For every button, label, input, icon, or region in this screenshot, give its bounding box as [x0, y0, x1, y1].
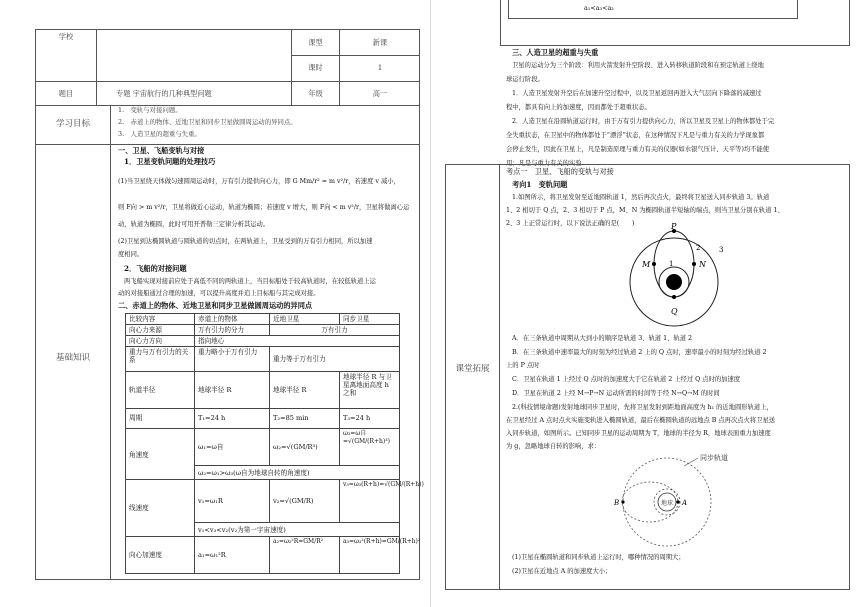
- q1b: 1、2 相切于 Q 点，2、3 相切于 P 点，M、N 为椭圆轨道半短轴的端点，则当卫星分别在轨道 1、: [506, 207, 784, 214]
- goals-label: 学习目标: [55, 119, 90, 129]
- cell-v-note: v₁<v₃<v₂(v₂为第一宇宙速度): [194, 522, 400, 537]
- sec2-title: 二、赤道上的物体、近地卫星和同步卫星做圆周运动的异同点: [118, 301, 313, 310]
- cell-period-eq: T₁=24 h: [194, 408, 270, 429]
- cell-a-sync: a₃=ω₃²(R+h)=GM/(R+h)²: [339, 536, 400, 574]
- th-near: 近地卫星: [269, 313, 340, 325]
- q2b: 在卫星经过 A 点时点火实施变轨进入椭圆轨道，最后在椭圆轨道的远地点 B 点再次点火将卫星送: [506, 417, 776, 424]
- cell-radius-label: 轨道半径: [125, 371, 195, 409]
- cell-v-label: 线速度: [125, 479, 195, 537]
- option-b: B．在三条轨道中速率最大的时刻为经过轨道 2 上的 Q 点时，速率最小的时刻为经过轨道 2: [512, 349, 767, 356]
- basics-label: 基础知识: [55, 353, 90, 363]
- type-value: 新课: [372, 38, 388, 47]
- label-earth: 地球: [661, 500, 674, 507]
- cell-v-eq: v₁=ω₁R: [194, 479, 270, 523]
- sec3-title: 三、人造卫星的超重与失重: [512, 48, 599, 57]
- cell-gravity-sat: 重力等于万有引力: [269, 346, 400, 372]
- grade-label: 年级: [308, 89, 323, 98]
- ext-sub: 考向1 变轨问题: [512, 180, 568, 189]
- cell-force-dir: 指向地心: [194, 335, 400, 347]
- cell-period-near: T₂=85 min: [269, 408, 340, 429]
- p2b: 度相同。: [118, 251, 144, 258]
- cell-a-eq: a₁=ω₁²R: [194, 536, 270, 574]
- cell-force-src-label: 向心力来源: [125, 324, 195, 336]
- right-page: [430, 0, 860, 607]
- p3b: 动的对接船通过合理的加速，可以提升高度并追上目标船与其完成对接。: [118, 290, 320, 297]
- p4: 卫星的运动分为三个阶段：利用火箭发射升空阶段、进入转移轨道阶段和在预定轨道上绕地: [512, 62, 764, 69]
- cell-a-near: a₂=ω₂²R=GM/R²: [269, 536, 340, 574]
- p1: (1)当卫星绕天体做匀速圆周运动时，万有引力提供向心力，即 G Mm/r² = m v²/r，若速度 v 减小，: [118, 178, 400, 185]
- period-value: 1: [377, 63, 383, 72]
- label-n: N: [699, 260, 706, 269]
- cell-v-sync: v₃=ω₃(R+h)=√(GM/(R+h)): [339, 479, 400, 523]
- th-compare: 比较内容: [125, 313, 195, 325]
- extension-label: 课堂拓展: [455, 364, 490, 374]
- p6b: 全失重状态，在卫星中的物体都处于“漂浮”状态，在这种情况下凡是与重力有关的力学现象都: [506, 132, 765, 139]
- th-equator: 赤道上的物体: [194, 313, 270, 325]
- cell-period-label: 周期: [125, 408, 195, 429]
- p3: 两飞船实现对接前应处于高低不同的两轨道上，当目标船处于较高轨道时，在较低轨道上运: [124, 278, 376, 285]
- school-label: 学校: [58, 32, 74, 41]
- cell-radius-sync: 地球半径 R 与卫星离地面高度 h 之和: [339, 371, 400, 409]
- cell-gravity-eq: 重力略小于万有引力: [194, 346, 270, 372]
- option-c: C．卫星在轨道 1 上经过 Q 点时的加速度大于它在轨道 2 上经过 Q 点时的加速度: [512, 376, 741, 383]
- q2-part1: (1)卫星在椭圆轨道和同步轨道上运行时，哪种情况的周期大；: [512, 554, 685, 561]
- label-orbit-3: 3: [719, 246, 724, 254]
- cell-radius-eq: 地球半径 R: [194, 371, 270, 409]
- cell-radius-near: 地球半径 R: [269, 371, 340, 409]
- sync-orbit-diagram: [612, 452, 762, 552]
- th-sync: 同步卫星: [339, 313, 400, 325]
- period-label: 课时: [308, 63, 323, 72]
- topic-label: 题目: [58, 89, 74, 98]
- q1: 1.如图所示，将卫星发射至近地圆轨道 1，然后再次点火，最终将卫星送入同步轨道 3。轨道: [512, 194, 770, 201]
- cell-omega-note: ω₂=ω₁>ω₃(ω自为地球自转的角速度): [194, 465, 400, 480]
- option-a: A．在三条轨道中周期从大到小的顺序是轨道 3、轨道 1、轨道 2: [512, 335, 692, 342]
- q2c: 入同步轨道，如图所示。已知同步卫星的运动周期为 T，地球的半径为 R，地球表面重力加速度: [506, 430, 771, 437]
- sub2-title: 2．飞船的对接问题: [124, 264, 187, 273]
- label-a: A: [682, 499, 688, 507]
- label-orbit-2: 2: [696, 244, 701, 252]
- p1b: 则 F向 > m v²/r，卫星将做近心运动，轨道为椭圆；若速度 v 增大，则 F向 < m v²/r，卫星将做离心运: [118, 204, 410, 211]
- p2: (2)卫星到达椭圆轨道与圆轨道的切点时，在两轨道上，卫星受到的万有引力相同，所以加速: [118, 238, 373, 245]
- q2-part2: (2)卫星在近地点 A 的加速度大小；: [512, 568, 612, 575]
- goal-item-2: 2. 赤道上的物体、近地卫星和同步卫星做圆周运动的异同点。: [118, 118, 297, 126]
- label-orbit-1: 1: [669, 260, 674, 268]
- goal-item-3: 3. 人造卫星的超重与失重。: [118, 130, 201, 138]
- p5: 1．人造卫星发射升空后在加速升空过程中，以及卫星返回再进入大气层向下降落的减速过: [512, 90, 762, 97]
- type-label: 课型: [308, 38, 323, 47]
- cell-gravity-label: 重力与万有引力的关系: [125, 346, 195, 372]
- sec1-title: 一、卫星、飞船变轨与对接: [118, 146, 205, 155]
- label-m: M: [642, 260, 651, 269]
- orbit-diagram: [606, 222, 756, 328]
- q2d: 为 g，忽略地球自转的影响，求：: [506, 443, 601, 450]
- p6: 2．人造卫星在沿圆轨道运行时，由于万有引力提供向心力，所以卫星及卫星上的物体都处于完: [512, 118, 775, 125]
- cell-period-sync: T₃=24 h: [339, 408, 400, 429]
- goal-item-1: 1. 变轨与对接问题。: [118, 106, 182, 114]
- grade-value: 高一: [372, 89, 388, 98]
- p6d: 用；凡是与重力有关的实验: [506, 160, 582, 167]
- cell-a-label: 向心加速度: [125, 536, 195, 574]
- cell-v-near: v₂=√(GM/R): [269, 479, 340, 523]
- label-p: P: [671, 222, 677, 231]
- ext-title: 考点一 卫星、飞船的变轨与对接: [506, 167, 614, 176]
- cell-omega-label: 角速度: [125, 428, 195, 480]
- topic-value: 专题 宇宙航行的几种典型问题: [116, 89, 212, 98]
- cell-force-src-sat: 万有引力: [269, 324, 400, 336]
- cell-omega-near: ω₂=√(GM/R³): [269, 428, 340, 466]
- cell-force-src-eq: 万有引力的分力: [194, 324, 270, 336]
- sub1-title: 1．卫星变轨问题的处理技巧: [124, 157, 216, 166]
- p4b: 球运行阶段。: [506, 76, 544, 83]
- label-b: B: [614, 499, 620, 507]
- option-d: D．卫星在轨道 2 上经 M→P→N 运动所需的时间等于经 N→Q→M 的时间: [512, 390, 720, 397]
- q1c: 2、3 上正常运行时，以下说法正确的是( ): [506, 220, 635, 227]
- p5b: 程中，都具有向上的加速度，因而都处于超重状态。: [506, 104, 651, 111]
- q2: 2.(科技情境命题)发射地球同步卫星时，先将卫星发射到距地面高度为 h₁ 的近地圆形轨道上，: [512, 404, 773, 411]
- cell-force-dir-label: 向心力方向: [125, 335, 195, 347]
- earth-icon: [666, 274, 682, 290]
- cell-omega-sync: ω₃=ω自=√(GM/(R+h)³): [339, 428, 400, 466]
- cell-omega-eq: ω₁=ω自: [194, 428, 270, 466]
- option-b-cont: 上的 P 点时: [506, 362, 540, 369]
- p6c: 会停止发生，因此在卫星上，凡是制造原理与重力有关的仪器(如水银气压计、天平等)均不能使: [506, 146, 770, 153]
- label-q: Q: [671, 307, 678, 316]
- p1c: 动，轨道为椭圆，此时可用开普勒三定律分析其运动。: [118, 221, 270, 228]
- top-formula: a₁<a₃<a₂: [584, 4, 614, 12]
- label-sync-orbit: 同步轨道: [700, 454, 728, 462]
